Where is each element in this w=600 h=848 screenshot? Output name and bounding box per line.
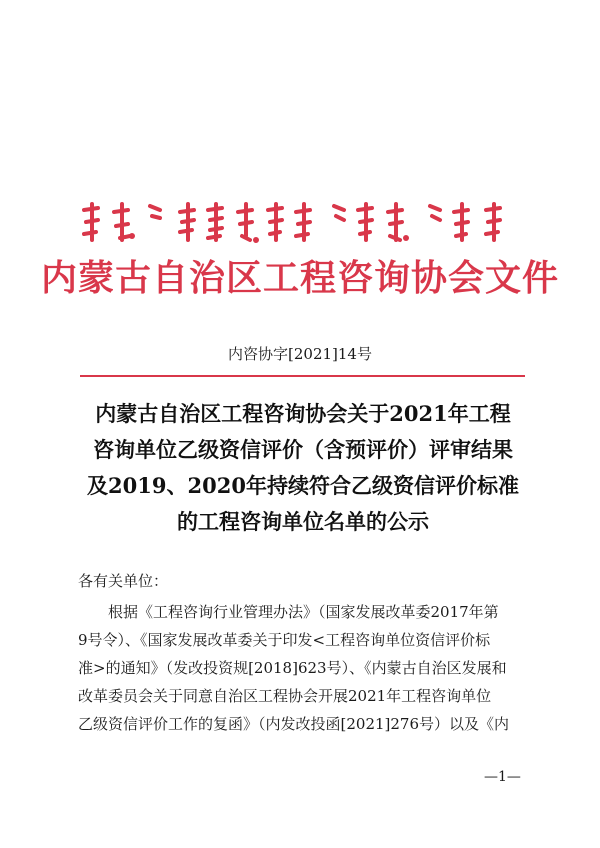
document-subject [78,396,528,540]
body-line: 改革委员会关于同意自治区工程协会开展2021年工程咨询单位 [78,687,492,705]
subject-line: 内蒙古自治区工程咨询协会关于2021年工程 [95,401,511,426]
salutation: 各有关单位： [78,572,169,590]
subject-line: 的工程咨询单位名单的公示 [177,509,429,534]
body-line: 根据《工程咨询行业管理办法》（国家发展改革委2017年第 [78,603,499,621]
document-number: 内咨协字[2021]14号 [228,345,372,363]
document-header-title: 内蒙古自治区工程咨询协会文件 [40,258,559,299]
body-line: 乙级资信评价工作的复函》（内发改投函[2021]276号）以及《内 [78,715,510,733]
subject-line: 及2019、2020年持续符合乙级资信评价标准 [87,473,519,498]
subject-line: 咨询单位乙级资信评价（含预评价）评审结果 [93,437,513,462]
red-divider [80,375,525,377]
body-line: 9号令）、《国家发展改革委关于印发<工程咨询单位资信评价标 [78,631,491,649]
mongolian-script-title [0,196,600,246]
page-number: —1— [484,769,521,785]
body-line: 准>的通知》（发改投资规[2018]623号）、《内蒙古自治区发展和 [78,659,507,677]
body-paragraph [78,598,534,738]
